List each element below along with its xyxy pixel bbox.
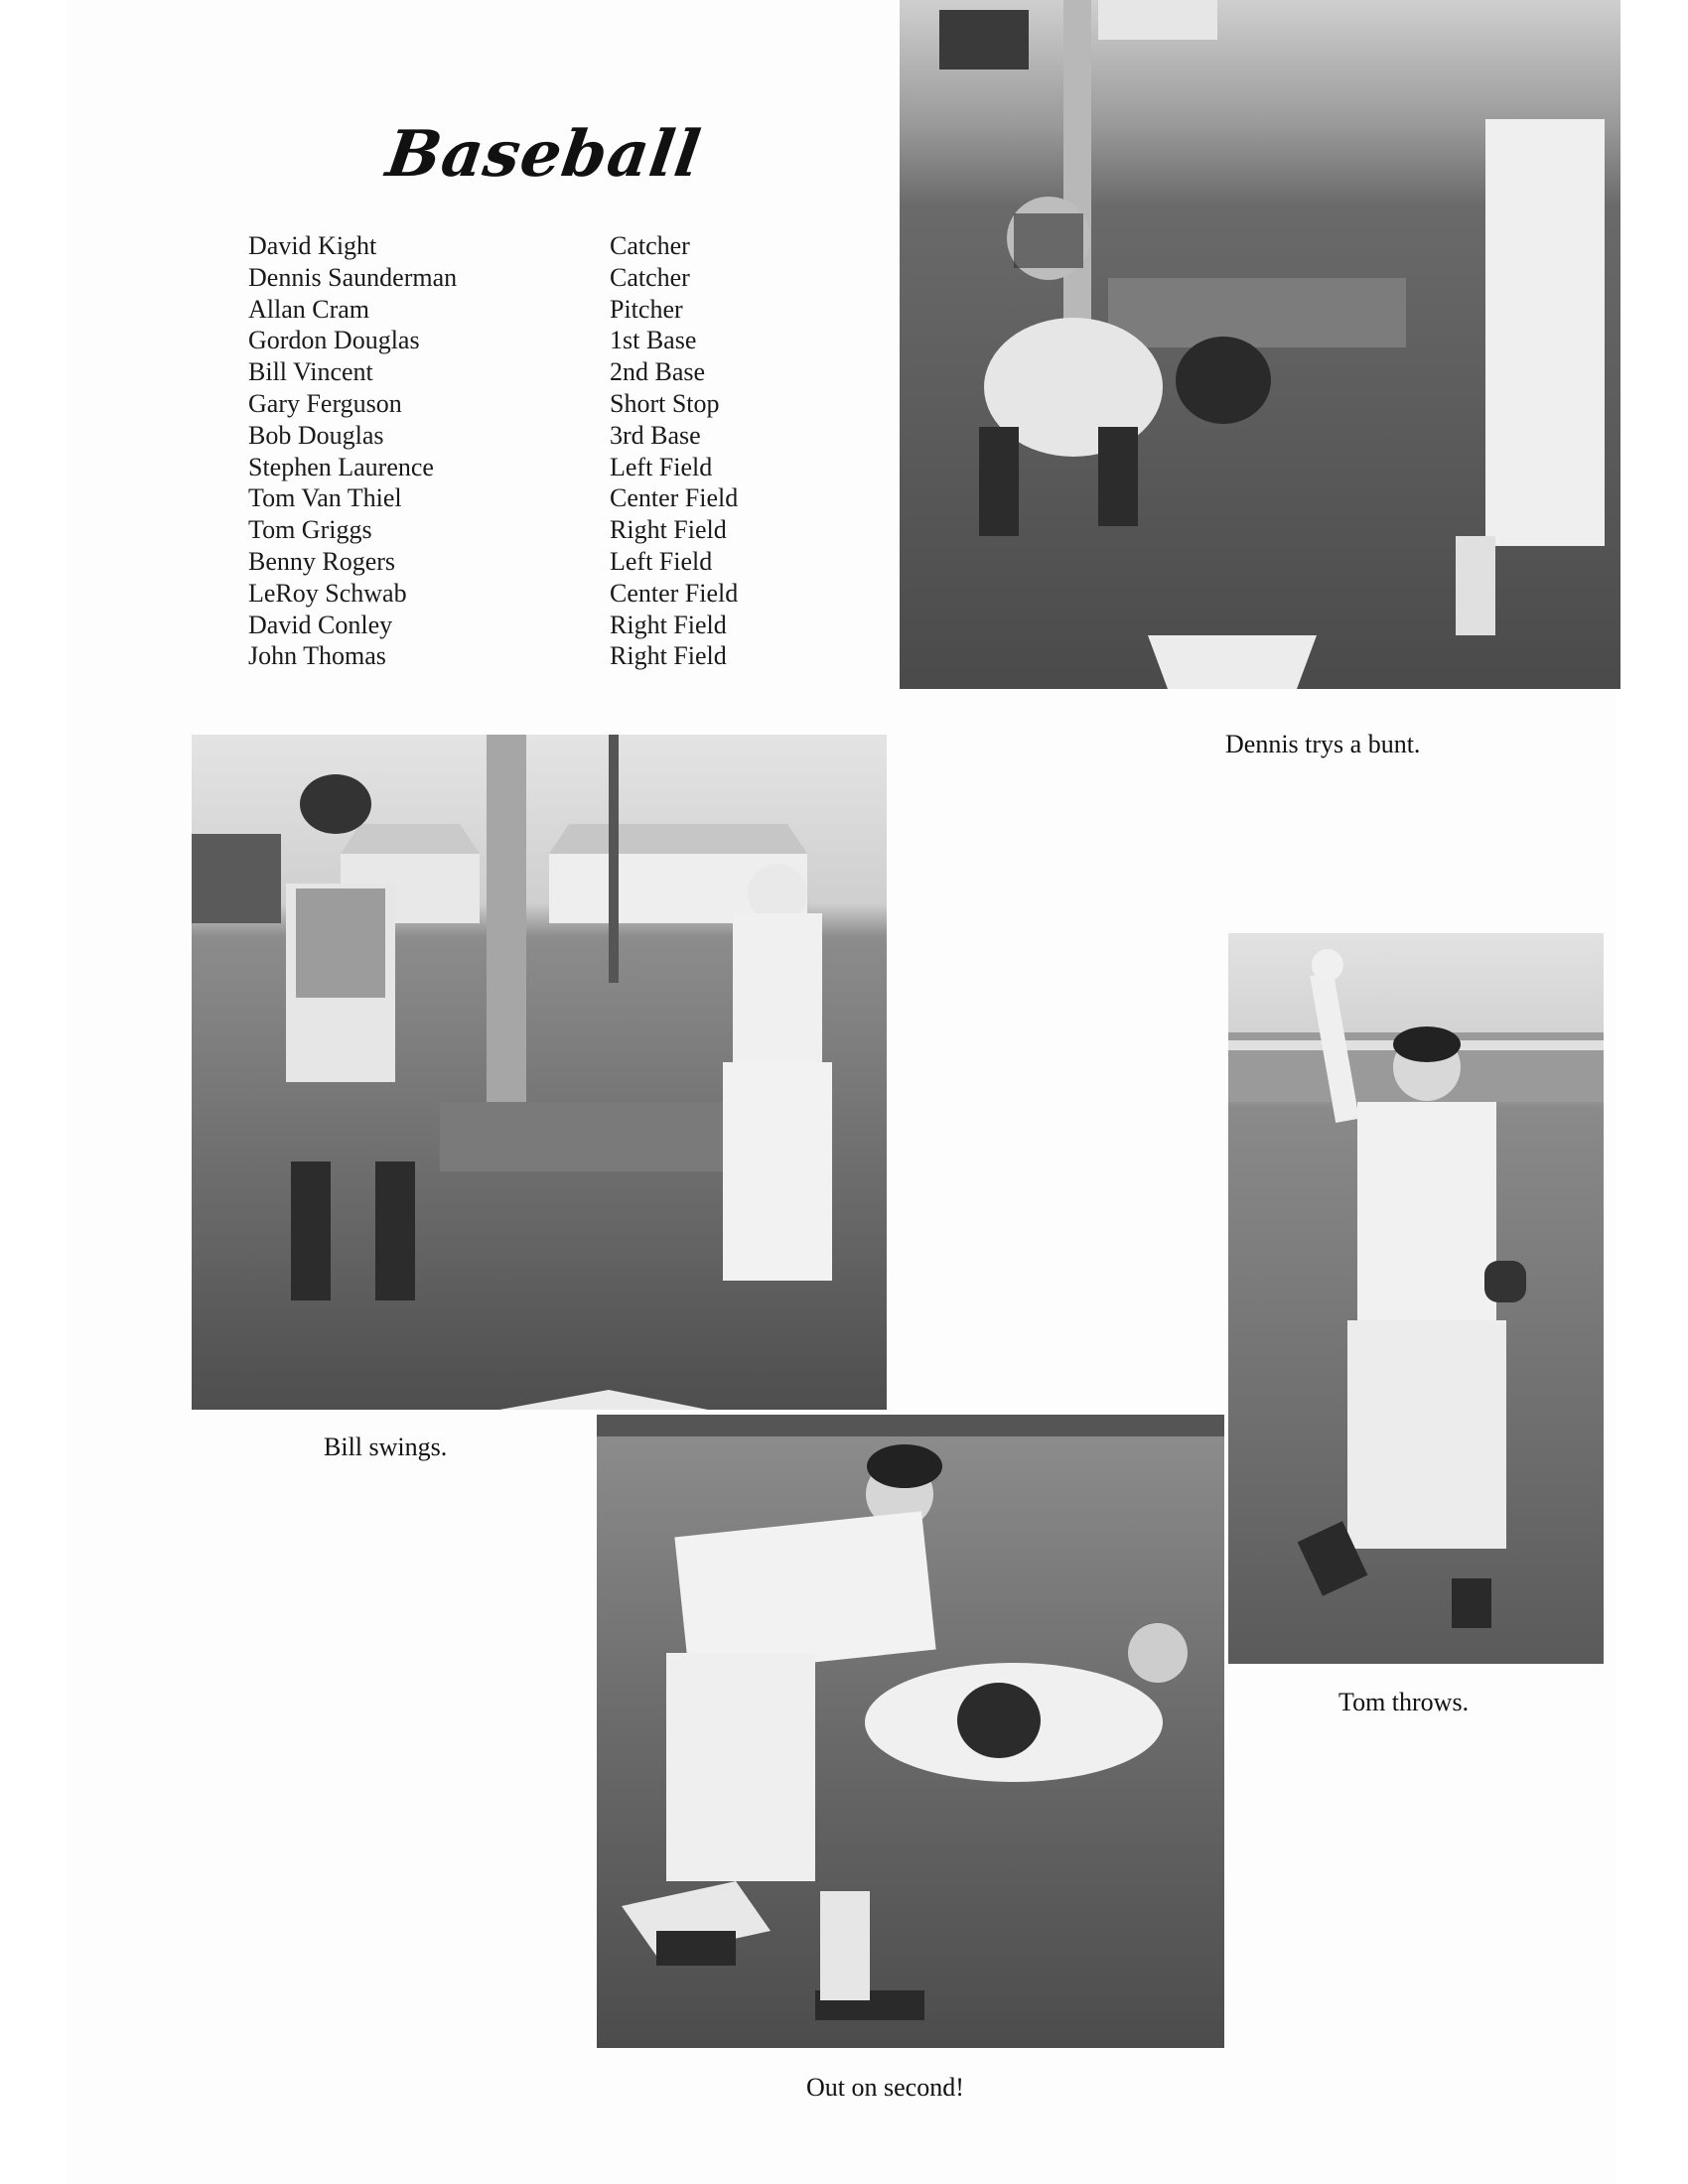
photo-swing <box>192 735 887 1410</box>
player-position: 2nd Base <box>610 357 706 387</box>
photo-bunt <box>900 0 1620 689</box>
player-position: 3rd Base <box>610 420 701 450</box>
roster-row <box>248 262 808 294</box>
roster-row <box>248 388 808 420</box>
player-name: Tom Van Thiel <box>248 483 402 513</box>
photo-second-image <box>597 1415 1224 2048</box>
roster-row <box>248 420 808 452</box>
player-position: Catcher <box>610 262 690 292</box>
roster-row <box>248 230 808 262</box>
player-position: 1st Base <box>610 326 697 355</box>
player-name: Gary Ferguson <box>248 388 402 418</box>
photo-swing-image <box>192 735 887 1410</box>
player-name: John Thomas <box>248 641 386 671</box>
photo-bunt-image <box>900 0 1620 689</box>
photo-second <box>597 1415 1224 2048</box>
player-name: Stephen Laurence <box>248 452 434 481</box>
caption-throw: Tom throws. <box>1338 1688 1470 1716</box>
player-name: David Conley <box>248 610 393 639</box>
player-position: Catcher <box>610 231 690 260</box>
player-name: Benny Rogers <box>248 546 396 576</box>
player-position: Right Field <box>610 641 727 671</box>
player-name: Allan Cram <box>248 294 370 324</box>
player-position: Right Field <box>610 515 727 545</box>
player-name: Bill Vincent <box>248 357 373 387</box>
player-name: Tom Griggs <box>248 515 372 545</box>
roster-row <box>248 514 808 546</box>
player-position: Left Field <box>610 452 713 481</box>
caption-bunt: Dennis trys a bunt. <box>1225 730 1421 758</box>
player-position: Short Stop <box>610 388 720 418</box>
roster-row <box>248 452 808 483</box>
roster-row <box>248 325 808 356</box>
player-position: Center Field <box>610 483 739 513</box>
page-title: Baseball <box>381 117 706 192</box>
roster-list <box>248 230 808 672</box>
player-position: Pitcher <box>610 294 683 324</box>
player-position: Left Field <box>610 546 713 576</box>
roster-row <box>248 640 808 672</box>
photo-throw-image <box>1228 933 1604 1664</box>
roster-row <box>248 294 808 326</box>
roster-row <box>248 482 808 514</box>
player-name: Bob Douglas <box>248 420 384 450</box>
player-position: Right Field <box>610 610 727 639</box>
roster-row <box>248 546 808 578</box>
roster-row <box>248 610 808 641</box>
player-name: Gordon Douglas <box>248 326 420 355</box>
player-position: Center Field <box>610 578 739 608</box>
player-name: David Kight <box>248 231 377 260</box>
roster-row <box>248 356 808 388</box>
roster-row <box>248 578 808 610</box>
player-name: LeRoy Schwab <box>248 578 407 608</box>
caption-swing: Bill swings. <box>324 1433 448 1461</box>
photo-throw <box>1228 933 1604 1664</box>
caption-second: Out on second! <box>806 2073 964 2102</box>
player-name: Dennis Saunderman <box>248 262 458 292</box>
